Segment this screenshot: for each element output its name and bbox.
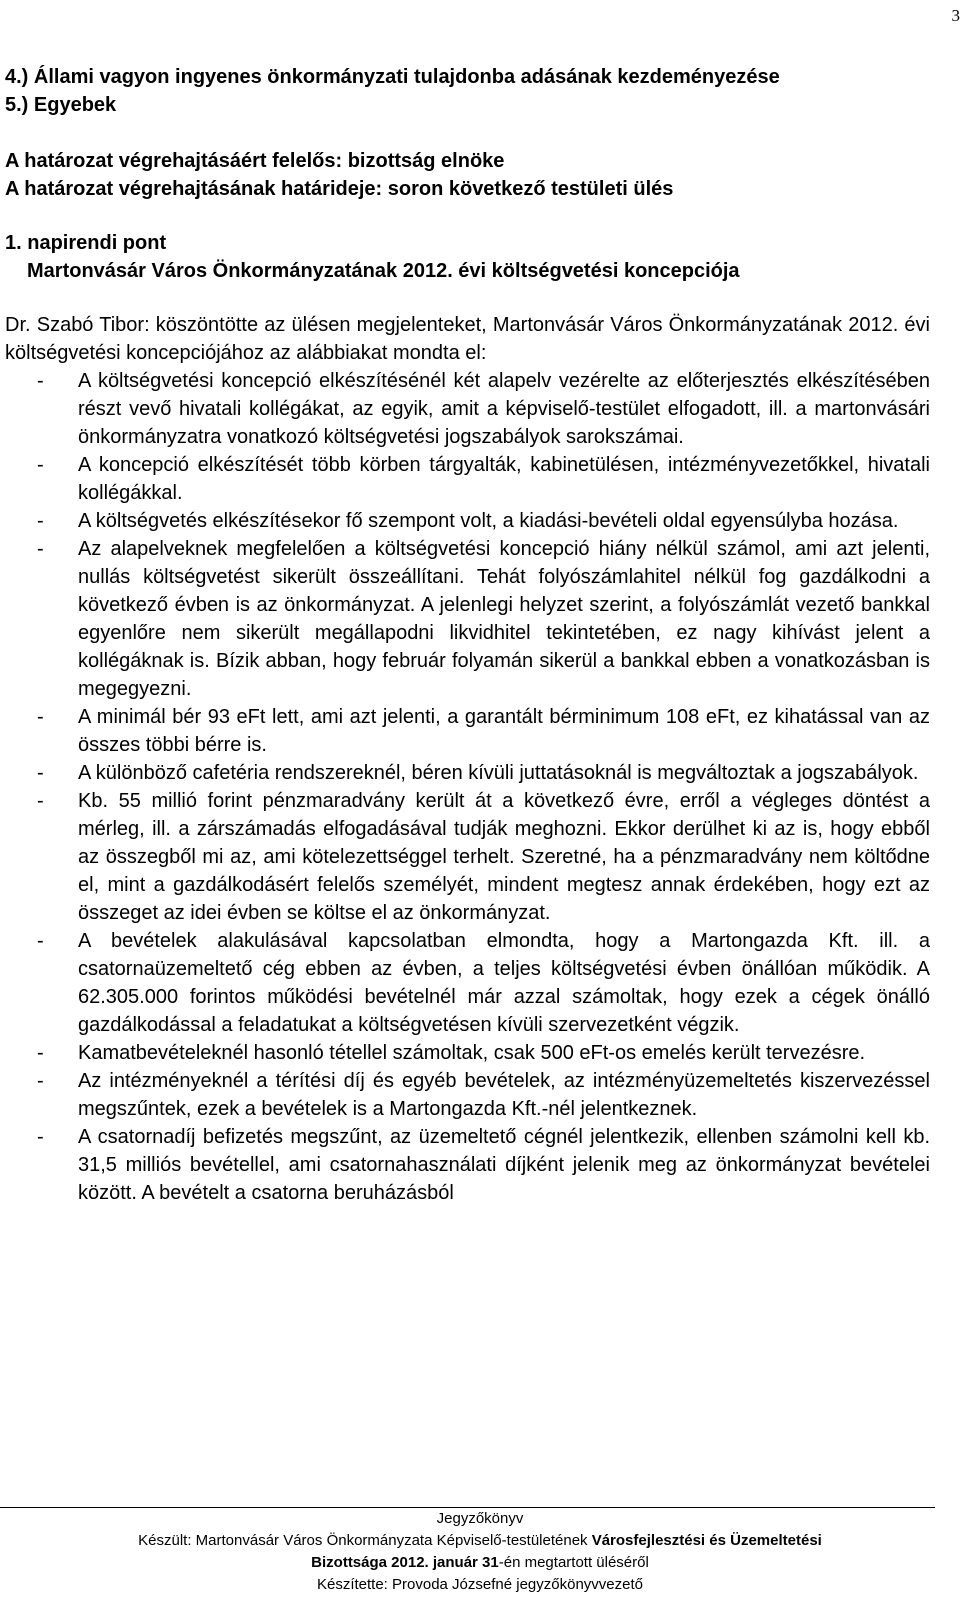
list-item [5,759,930,787]
document-body [5,63,930,1207]
footer-meeting-text: -én megtartott üléséről [498,1554,649,1571]
list-item-text: A költségvetés elkészítésekor fő szempont volt, a kiadási-bevételi oldal egyensúlyba hozása. [78,510,899,532]
list-item-text: A minimál bér 93 eFt lett, ami azt jelenti, a garantált bérminimum 108 eFt, ez kihatással van az összes többi bérre is. [78,706,930,756]
list-item-text: Kb. 55 millió forint pénzmaradvány került át a következő évre, erről a végleges döntést a mérleg, ill. a zárszámadás elfogadásával tudják meghozni. Ekkor derülhet ki az is, hogy ebből az összegből mi az, ami kötelezettséggel terhelt. Szeretné, ha a pénzmaradvány nem költődne el, mint a gazdálkodásért felelős személyét, mindent megtesz annak érdekében, hogy ezt az összeget az idei évben se költse el az önkormányzat. [78,790,930,924]
list-item-text: A költségvetési koncepció elkészítésénél két alapelv vezérelte az előterjesztés elkészítésében részt vevő hivatali kollégákat, az egyik, amit a képviselő-testület elfogadott, ill. a martonvásári önkormányzatra vonatkozó költségvetési jogszabályok sarokszámai. [78,370,930,448]
section-number: 1. napirendi pont [5,232,167,254]
page-number: 3 [951,6,960,25]
agenda-item-5: 5.) Egyebek [5,94,117,116]
footer-made-by-text: Készült: Martonvásár Város Önkormányzata Képviselő-testületének [138,1532,592,1549]
bullet-dash: - [37,454,44,476]
intro-paragraph: Dr. Szabó Tibor: köszöntötte az ülésen megjelenteket, Martonvásár Város Önkormányzatának 2012. évi költségvetési koncepciójához az alábbiakat mondta el: [5,314,930,364]
list-item [5,507,930,535]
list-item [5,703,930,759]
bullet-dash: - [37,762,44,784]
list-item [5,927,930,1039]
list-item [5,1067,930,1123]
list-item-text: A különböző cafetéria rendszereknél, béren kívüli juttatásoknál is megváltoztak a jogszabályok. [78,762,919,784]
list-item-text: Az intézményeknél a térítési díj és egyéb bevételek, az intézményüzemeltetés kiszervezéssel megszűntek, ezek a bevételek is a Martongazda Kft.-nél jelentkeznek. [78,1070,930,1120]
bullet-dash: - [37,1126,44,1148]
list-item-text: A csatornadíj befizetés megszűnt, az üzemeltető cégnél jelentkezik, ellenben számolni kell kb. 31,5 milliós bevétellel, ami csatornahasználati díjként jelenik meg az önkormányzat bevételei között. A bevételt a csatorna beruházásból [78,1126,930,1204]
bullet-dash: - [37,538,44,560]
agenda-item-4: 4.) Állami vagyon ingyenes önkormányzati tulajdonba adásának kezdeményezése [5,66,780,88]
resolution-deadline: A határozat végrehajtásának határideje: soron következő testületi ülés [5,178,674,200]
list-item [5,367,930,451]
bullet-dash: - [37,790,44,812]
page-footer [0,1507,960,1596]
footer-committee-date: Bizottsága 2012. január 31 [311,1554,499,1571]
list-item [5,1039,930,1067]
bullet-list [5,367,930,1207]
list-item-text: A bevételek alakulásával kapcsolatban elmondta, hogy a Martongazda Kft. ill. a csatornaüzemeltető cég ebben az évben, a teljes költségvetési évben önállóan működik. A 62.305.000 forintos működési bevételnél már azzal számoltak, hogy ezek a cégek önálló gazdálkodással a feladatukat a költségvetésen kívüli szervezetként végzik. [78,930,930,1036]
list-item [5,1123,930,1207]
list-item [5,451,930,507]
bullet-dash: - [37,510,44,532]
bullet-dash: - [37,1070,44,1092]
list-item-text: A koncepció elkészítését több körben tárgyalták, kabinetülésen, intézményvezetőkkel, hivatali kollégákkal. [78,454,930,504]
list-item [5,535,930,703]
footer-committee-name: Városfejlesztési és Üzemeltetési [591,1532,822,1549]
footer-line-3 [0,1552,960,1574]
bullet-dash: - [37,370,44,392]
list-item-text: Az alapelveknek megfelelően a költségvetési koncepció hiány nélkül számol, ami azt jelenti, nullás költségvetést sikerült összeállítani. Tehát folyószámlahitel nélkül fog gazdálkodni a következő évben is az önkormányzat. A jelenlegi helyzet szerint, a folyószámlát vezető bankkal egyenlőre nem sikerült megállapodni likvidhitel tekintetében, ez nagy kihívást jelent a kollégáknak is. Bízik abban, hogy február folyamán sikerül a bankkal ebben a vonatkozásban is megegyezni. [78,538,930,700]
section-title: Martonvásár Város Önkormányzatának 2012. évi költségvetési koncepciója [27,260,740,282]
bullet-dash: - [37,930,44,952]
resolution-responsible: A határozat végrehajtásáért felelős: bizottság elnöke [5,150,505,172]
bullet-dash: - [37,1042,44,1064]
footer-line-2 [0,1530,960,1552]
footer-author: Készítette: Provoda Józsefné jegyzőkönyvvezető [316,1576,643,1593]
bullet-dash: - [37,706,44,728]
list-item [5,787,930,927]
list-item-text: Kamatbevételeknél hasonló tétellel számoltak, csak 500 eFt-os emelés került tervezésre. [78,1042,866,1064]
footer-title: Jegyzőkönyv [436,1510,524,1527]
